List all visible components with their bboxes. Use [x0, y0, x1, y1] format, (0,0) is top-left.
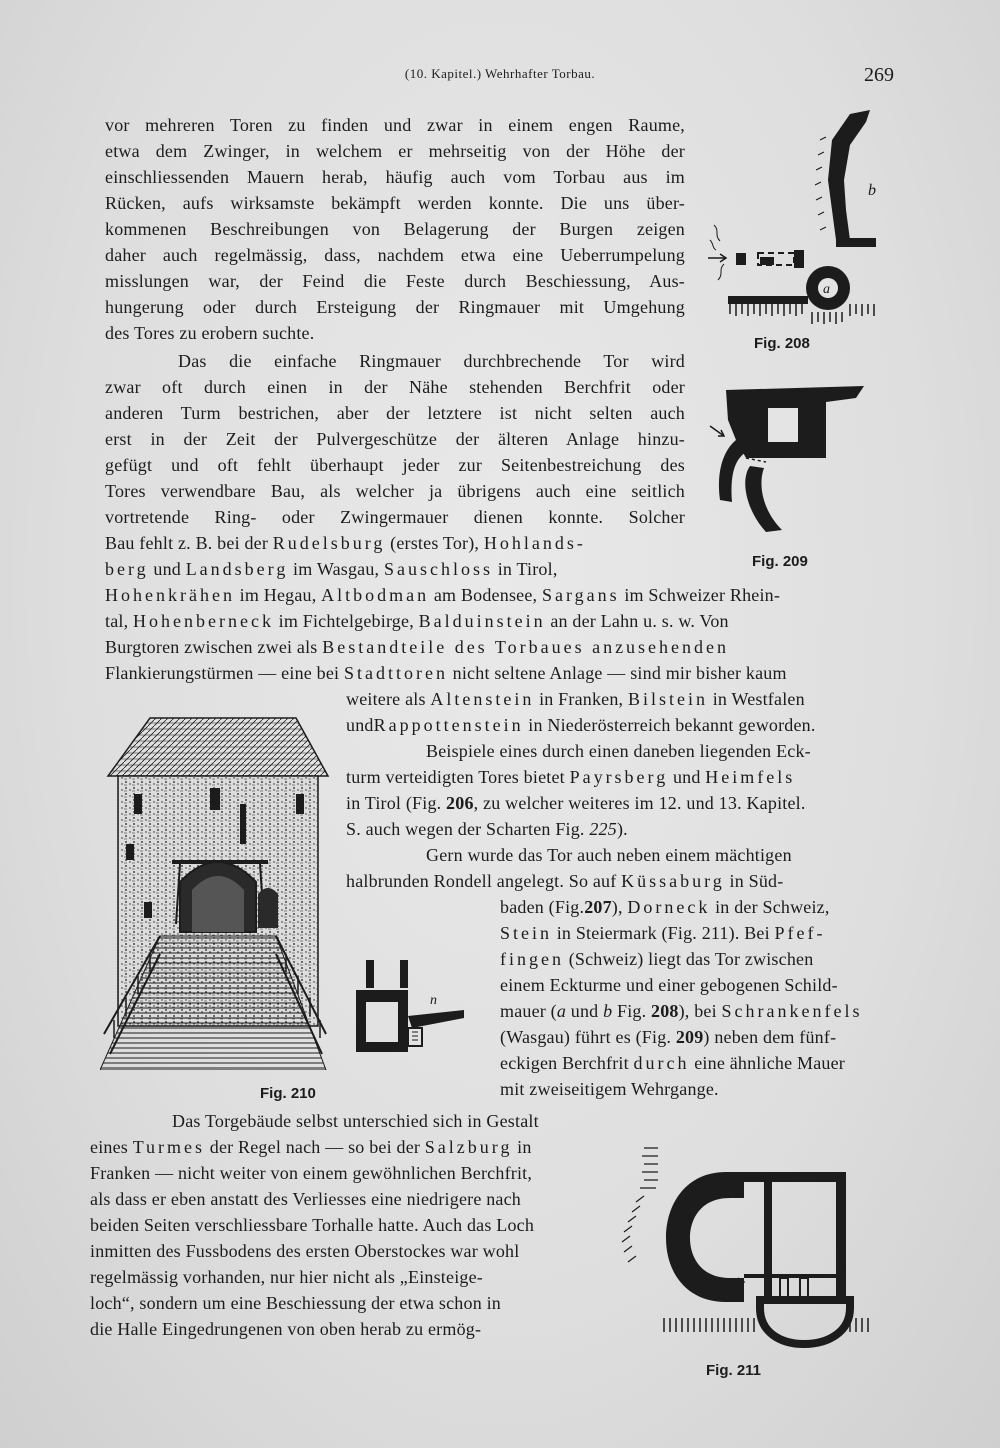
- text-span: an der Lahn u. s. w. Von: [550, 611, 729, 631]
- text-span: in Niederösterreich bekannt geworden.: [528, 715, 816, 735]
- text-span: in Steiermark (Fig. 211). Bei: [556, 923, 770, 943]
- figure-210-gatehouse: [100, 714, 330, 1070]
- figure-ref: 208: [651, 1001, 679, 1021]
- figure-211-drawing: [614, 1132, 874, 1352]
- text-line: [500, 947, 813, 971]
- figure-ref: 209: [675, 1027, 704, 1047]
- text-line: anderen Turm bestrichen, aber der letztere ist nicht selten auch: [105, 403, 685, 423]
- text-span: ),: [611, 897, 623, 917]
- figure-210-drawing: [100, 714, 330, 1070]
- text-line: Das Torgebäude selbst unterschied sich in Gestalt: [172, 1111, 539, 1131]
- place-name: Stadttoren: [343, 663, 448, 683]
- text-line: [105, 583, 780, 607]
- text-span: ), bei: [678, 1001, 717, 1021]
- text-span: im Hegau,: [239, 585, 317, 605]
- place-name: Schrankenfels: [721, 1001, 863, 1021]
- text-span: eine ähnliche Mauer: [694, 1053, 845, 1073]
- place-name: Küssaburg: [621, 871, 725, 891]
- text-line: [500, 895, 830, 919]
- figure-210-plan: [352, 956, 468, 1056]
- text-span: Fig.: [612, 1001, 647, 1021]
- figure-208-label-b: b: [868, 182, 876, 199]
- text-line: loch“, sondern um eine Beschiessung der etwa schon in: [90, 1293, 501, 1313]
- text-line: [90, 1135, 532, 1159]
- text-span: in Franken,: [539, 689, 624, 709]
- text-span: Bestandteile des Torbaues anzusehenden: [322, 637, 730, 657]
- text-line: erst in der Zeit der Pulvergeschütze der älteren Anlage hinzu-: [105, 429, 685, 449]
- figure-208-drawing: [700, 100, 890, 332]
- figure-211-plan: [614, 1132, 874, 1352]
- text-line: [500, 921, 826, 945]
- figure-210-caption: Fig. 210: [260, 1085, 316, 1102]
- place-name: Altbodman: [321, 585, 430, 605]
- text-line: misslungen war, der Feind die Feste durch Beschiessung, Aus-: [105, 271, 685, 291]
- text-span: (erstes Tor),: [390, 533, 480, 553]
- place-name: Hohenkrähen: [105, 585, 235, 605]
- text-line: [346, 869, 783, 893]
- text-line: zwar oft durch einen in der Nähe stehenden Berchfrit oder: [105, 377, 685, 397]
- figure-208-caption: Fig. 208: [754, 335, 810, 352]
- place-name: berg: [105, 559, 149, 579]
- text-span: S. auch wegen der Scharten Fig.: [346, 819, 585, 839]
- place-name: Payrsberg: [569, 767, 669, 787]
- text-line: einschliessenden Mauern herab, häufig auch vom Torbau aus im: [105, 167, 685, 187]
- text-line: als dass er eben anstatt des Verliesses eine niedrigere nach: [90, 1189, 522, 1209]
- text-span: mauer (: [500, 1001, 557, 1021]
- text-span: Burgtoren zwischen zwei als: [105, 637, 318, 657]
- text-span: a: [556, 1001, 567, 1021]
- text-span: baden (Fig.: [500, 897, 585, 917]
- figure-ref: 225: [589, 819, 617, 839]
- figure-ref: 206: [446, 793, 474, 813]
- text-line: [346, 713, 816, 737]
- text-span: durch: [633, 1053, 690, 1073]
- place-name: Sauschloss: [383, 559, 493, 579]
- figure-209-caption: Fig. 209: [752, 553, 808, 570]
- text-line: beiden Seiten verschliessbare Torhalle hatte. Auch das Loch: [90, 1215, 535, 1235]
- text-line: Franken — nicht weiter von einem gewöhnlichen Berchfrit,: [90, 1163, 533, 1183]
- text-line: vortretende Ring- oder Zwingermauer dienen konnte. Solcher: [105, 507, 685, 527]
- text-span: ).: [616, 819, 628, 839]
- text-span: b: [603, 1001, 613, 1021]
- text-span: in Westfalen: [712, 689, 805, 709]
- text-line: des Tores zu erobern suchte.: [105, 323, 315, 343]
- place-name: fingen: [500, 949, 564, 969]
- text-span: Bau fehlt z. B. bei der: [105, 533, 269, 553]
- text-span: tal,: [105, 611, 129, 631]
- running-head: (10. Kapitel.) Wehrhafter Torbau.: [404, 66, 596, 81]
- text-line: kommenen Beschreibungen von Belagerung der Burgen zeigen: [105, 219, 685, 239]
- place-name: Heimfels: [705, 767, 796, 787]
- text-line: mit zweiseitigem Wehrgange.: [500, 1079, 719, 1099]
- text-span: am Bodensee,: [433, 585, 538, 605]
- place-name: Rudelsburg: [272, 533, 386, 553]
- text-span: und: [346, 715, 374, 735]
- text-span: (Schweiz) liegt das Tor zwischen: [568, 949, 814, 969]
- text-span: im Wasgau,: [293, 559, 380, 579]
- text-span: und: [672, 767, 701, 787]
- text-line: [105, 635, 729, 659]
- text-line: vor mehreren Toren zu finden und zwar in einem engen Raume,: [105, 115, 685, 135]
- text-line: Beispiele eines durch einen daneben liegenden Eck-: [426, 741, 811, 761]
- place-name: Rappottenstein: [373, 715, 524, 735]
- text-line: [105, 609, 729, 633]
- figure-210-plan-drawing: [352, 956, 468, 1056]
- figure-209-drawing: [706, 380, 866, 540]
- text-span: ) neben dem fünf-: [703, 1027, 837, 1047]
- text-span: der Regel nach — so bei der: [209, 1137, 421, 1157]
- text-line: [500, 1025, 836, 1049]
- text-span: im Fichtelgebirge,: [278, 611, 414, 631]
- text-line: daher auch regelmässig, dass, nachdem etwa eine Ueberrumpelung: [105, 245, 685, 265]
- text-span: im Schweizer Rhein-: [624, 585, 781, 605]
- text-span: turm verteidigten Tores bietet: [346, 767, 565, 787]
- place-name: Bilstein: [627, 689, 708, 709]
- text-line: Gern wurde das Tor auch neben einem mächtigen: [426, 845, 792, 865]
- text-line: die Halle Eingedrungenen von oben herab zu ermög-: [90, 1319, 482, 1339]
- text-span: halbrunden Rondell angelegt. So auf: [346, 871, 617, 891]
- text-span: eckigen Berchfrit: [500, 1053, 629, 1073]
- figure-208-plan: [700, 100, 890, 332]
- text-line: einem Eckturme und einer gebogenen Schild-: [500, 975, 838, 995]
- figure-210-label-n: n: [430, 993, 437, 1008]
- text-span: weitere als: [346, 689, 426, 709]
- text-line: Rücken, aufs wirksamste bekämpft werden konnte. Die uns über-: [105, 193, 685, 213]
- text-span: in Tirol (Fig.: [346, 793, 442, 813]
- text-span: in Tirol,: [497, 559, 558, 579]
- text-span: (Wasgau) führt es (Fig.: [500, 1027, 672, 1047]
- text-span: und: [566, 1001, 604, 1021]
- text-span: in: [517, 1137, 532, 1157]
- text-line: gefügt und oft fehlt überhaupt jeder zur Seitenbestreichung des: [105, 455, 685, 475]
- place-name: Sargans: [541, 585, 620, 605]
- text-line: Das die einfache Ringmauer durchbrechende Tor wird: [178, 351, 685, 371]
- figure-211-caption: Fig. 211: [706, 1362, 762, 1379]
- figure-209-plan: [706, 380, 866, 540]
- place-name: Salzburg: [424, 1137, 513, 1157]
- text-span: in Süd-: [729, 871, 784, 891]
- text-line: [346, 791, 806, 815]
- text-line: [105, 661, 787, 685]
- text-span: in der Schweiz,: [715, 897, 830, 917]
- place-name: Hohlands-: [483, 533, 586, 553]
- text-line: [346, 817, 628, 841]
- text-span: nicht seltene Anlage — sind mir bisher kaum: [452, 663, 787, 683]
- text-line: inmitten des Fussbodens des ersten Oberstockes war wohl: [90, 1241, 520, 1261]
- text-line: [346, 687, 805, 711]
- text-span: eines: [90, 1137, 128, 1157]
- text-span: und: [153, 559, 181, 579]
- text-line: [500, 999, 862, 1023]
- text-line: [500, 1051, 845, 1075]
- text-line: [346, 765, 795, 789]
- text-line: Tores verwendbare Bau, als welcher ja übrigens auch eine seitlich: [105, 481, 685, 501]
- place-name: Stein: [500, 923, 553, 943]
- figure-208-label-a: a: [823, 282, 830, 297]
- text-span: , zu welcher weiteres im 12. und 13. Kapitel.: [473, 793, 806, 813]
- place-name: Pfef-: [774, 923, 826, 943]
- text-line: etwa dem Zwinger, in welchem er mehrseitig von der Höhe der: [105, 141, 685, 161]
- text-line: regelmässig vorhanden, nur hier nicht als „Einsteige-: [90, 1267, 483, 1287]
- place-name: Balduinstein: [418, 611, 546, 631]
- place-name: Dorneck: [627, 897, 711, 917]
- text-line: hungerung oder durch Ersteigung der Ringmauer mit Umgehung: [105, 297, 685, 317]
- text-line: [105, 557, 558, 581]
- figure-ref: 207: [584, 897, 612, 917]
- text-span: Flankierungstürmen — eine bei: [105, 663, 340, 683]
- place-name: Hohenberneck: [133, 611, 274, 631]
- place-name: Altenstein: [430, 689, 535, 709]
- place-name: Landsberg: [185, 559, 289, 579]
- text-line: [105, 531, 586, 555]
- text-span: Turmes: [132, 1137, 206, 1157]
- page-number: 269: [864, 64, 894, 86]
